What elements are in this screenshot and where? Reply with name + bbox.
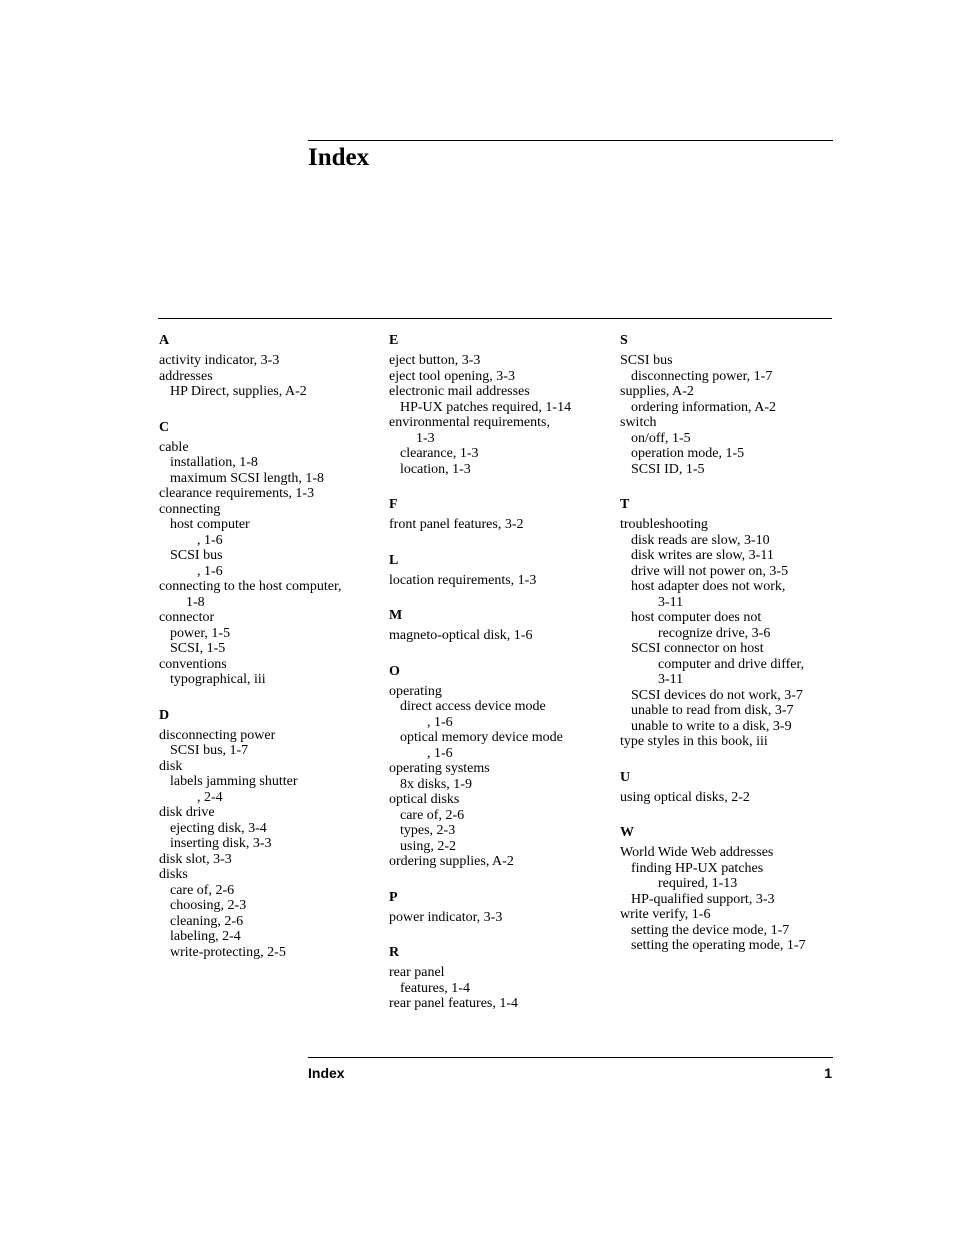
- index-letter-heading: C: [159, 419, 170, 435]
- index-entry: , 1-6: [427, 745, 453, 761]
- index-letter-heading: U: [620, 769, 631, 785]
- index-entry: host adapter does not work,: [631, 579, 786, 594]
- index-entry: setting the operating mode, 1-7: [631, 938, 806, 953]
- index-letter-heading: S: [620, 333, 628, 348]
- index-entry: operation mode, 1-5: [631, 446, 745, 461]
- index-entry: required, 1-13: [658, 876, 738, 891]
- index-entry: HP Direct, supplies, A-2: [170, 384, 307, 399]
- page-title: Index: [308, 144, 370, 171]
- index-letter-heading: R: [389, 945, 400, 960]
- index-entry: choosing, 2-3: [170, 898, 247, 913]
- index-entry: , 1-6: [197, 532, 223, 548]
- index-entry: ejecting disk, 3-4: [170, 820, 267, 836]
- index-entry: using, 2-2: [400, 838, 456, 854]
- index-entry: connecting to the host computer,: [159, 579, 342, 594]
- index-entry: using optical disks, 2-2: [620, 789, 750, 805]
- index-letter-heading: O: [389, 663, 400, 679]
- index-entry: operating: [389, 683, 442, 699]
- index-entry: rear panel: [389, 965, 445, 980]
- index-entry: electronic mail addresses: [389, 384, 530, 399]
- index-rule: [158, 318, 832, 319]
- page-number: 1: [824, 1065, 832, 1081]
- index-letter-heading: E: [389, 333, 399, 348]
- index-entry: SCSI bus: [170, 548, 223, 563]
- index-entry: operating systems: [389, 761, 490, 776]
- index-entry: direct access device mode: [400, 699, 546, 714]
- index-entry: SCSI ID, 1-5: [631, 461, 705, 477]
- index-entry: features, 1-4: [400, 980, 470, 996]
- index-group-f: [389, 497, 615, 533]
- index-entry: type styles in this book, iii: [620, 734, 768, 749]
- index-entry: conventions: [159, 656, 227, 672]
- index-entry: HP-UX patches required, 1-14: [400, 399, 572, 415]
- index-letter-heading: W: [620, 825, 634, 840]
- index-entry: SCSI bus, 1-7: [170, 743, 249, 758]
- index-entry: , 1-6: [427, 714, 453, 730]
- index-entry: types, 2-3: [400, 823, 456, 838]
- index-entry: switch: [620, 415, 657, 430]
- index-entry: on/off, 1-5: [631, 430, 691, 446]
- index-entry: computer and drive differ,: [658, 656, 805, 672]
- footer-label: Index: [308, 1065, 345, 1081]
- index-entry: 3-11: [658, 594, 684, 610]
- index-entry: optical memory device mode: [400, 730, 563, 745]
- index-entry: World Wide Web addresses: [620, 845, 774, 860]
- index-group-r: [389, 945, 615, 1012]
- index-entry: recognize drive, 3-6: [658, 625, 771, 641]
- index-entry: optical disks: [389, 792, 460, 807]
- index-entry: unable to read from disk, 3-7: [631, 703, 794, 718]
- index-entry: connecting: [159, 501, 221, 517]
- index-entry: unable to write to a disk, 3-9: [631, 718, 792, 734]
- index-entry: troubleshooting: [620, 517, 708, 532]
- index-entry: care of, 2-6: [170, 882, 235, 898]
- index-entry: disk: [159, 758, 183, 774]
- index-letter-heading: L: [389, 552, 399, 568]
- index-entry: clearance, 1-3: [400, 446, 479, 461]
- index-entry: host computer does not: [631, 610, 762, 625]
- index-entry: labels jamming shutter: [170, 774, 298, 789]
- index-letter-heading: D: [159, 707, 170, 723]
- index-entry: typographical, iii: [170, 672, 266, 687]
- index-group-s: [620, 333, 846, 477]
- index-entry: inserting disk, 3-3: [170, 836, 272, 851]
- index-entry: disconnecting power, 1-7: [631, 368, 773, 384]
- index-group-m: [389, 608, 615, 644]
- index-entry: disk reads are slow, 3-10: [631, 532, 770, 548]
- index-entry: location, 1-3: [400, 461, 471, 477]
- index-letter-heading: F: [389, 497, 398, 512]
- index-group-e: [389, 333, 615, 477]
- index-entry: location requirements, 1-3: [389, 572, 537, 588]
- index-letter-heading: M: [389, 608, 403, 623]
- index-entry: ordering supplies, A-2: [389, 854, 514, 869]
- index-entry: 1-8: [186, 594, 205, 610]
- index-entry: cleaning, 2-6: [170, 913, 244, 929]
- index-entry: SCSI, 1-5: [170, 641, 226, 656]
- index-entry: installation, 1-8: [170, 455, 258, 470]
- index-group-d: [159, 708, 385, 961]
- index-letter-heading: T: [620, 497, 630, 512]
- index-entry: disconnecting power: [159, 727, 276, 743]
- index-entry: SCSI devices do not work, 3-7: [631, 687, 803, 703]
- index-entry: , 2-4: [197, 789, 223, 805]
- index-column-3: [620, 333, 846, 974]
- index-entry: drive will not power on, 3-5: [631, 563, 789, 579]
- index-entry: clearance requirements, 1-3: [159, 486, 315, 501]
- index-entry: environmental requirements,: [389, 415, 550, 430]
- index-entry: 8x disks, 1-9: [400, 776, 472, 792]
- index-entry: setting the device mode, 1-7: [631, 922, 790, 938]
- index-entry: write verify, 1-6: [620, 907, 711, 922]
- index-entry: cable: [159, 439, 189, 455]
- index-entry: maximum SCSI length, 1-8: [170, 470, 324, 486]
- index-entry: write-protecting, 2-5: [170, 944, 286, 960]
- index-entry: HP-qualified support, 3-3: [631, 891, 775, 907]
- index-entry: labeling, 2-4: [170, 929, 241, 944]
- index-entry: ordering information, A-2: [631, 399, 777, 415]
- index-letter-heading: A: [159, 333, 170, 348]
- index-entry: disk slot, 3-3: [159, 851, 232, 867]
- title-rule: [308, 140, 833, 141]
- index-group-w: [620, 825, 846, 954]
- index-entry: finding HP-UX patches: [631, 860, 764, 876]
- index-entry: SCSI connector on host: [631, 641, 764, 656]
- index-entry: activity indicator, 3-3: [159, 353, 280, 368]
- index-entry: disk drive: [159, 805, 215, 820]
- index-group-c: [159, 420, 385, 688]
- index-entry: rear panel features, 1-4: [389, 996, 519, 1011]
- index-group-u: [620, 770, 846, 806]
- index-entry: supplies, A-2: [620, 384, 694, 399]
- index-entry: host computer: [170, 517, 250, 532]
- index-entry: eject tool opening, 3-3: [389, 368, 515, 384]
- footer-rule: [308, 1057, 833, 1058]
- index-entry: connector: [159, 610, 215, 625]
- index-column-1: [159, 333, 385, 980]
- index-entry: power indicator, 3-3: [389, 909, 503, 925]
- index-entry: care of, 2-6: [400, 807, 465, 823]
- index-group-p: [389, 890, 615, 926]
- index-group-t: [620, 497, 846, 750]
- index-column-2: [389, 333, 615, 1032]
- index-entry: magneto-optical disk, 1-6: [389, 628, 533, 643]
- index-entry: disk writes are slow, 3-11: [631, 548, 774, 563]
- index-entry: front panel features, 3-2: [389, 517, 524, 532]
- index-entry: 3-11: [658, 672, 684, 687]
- index-entry: power, 1-5: [170, 625, 231, 641]
- index-letter-heading: P: [389, 889, 398, 905]
- index-group-a: [159, 333, 385, 400]
- index-entry: disks: [159, 867, 188, 882]
- index-entry: , 1-6: [197, 563, 223, 579]
- index-entry: addresses: [159, 368, 213, 384]
- index-entry: 1-3: [416, 430, 435, 446]
- index-entry: SCSI bus: [620, 353, 673, 368]
- index-group-o: [389, 664, 615, 870]
- index-group-l: [389, 553, 615, 589]
- index-entry: eject button, 3-3: [389, 353, 481, 368]
